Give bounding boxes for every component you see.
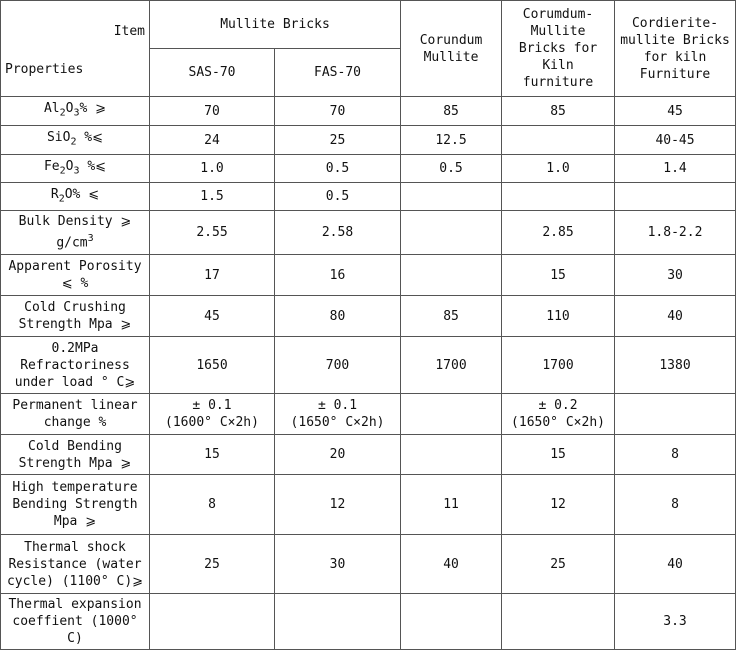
table-row (1, 183, 736, 211)
value-cell: 2.55 (150, 211, 275, 255)
value-cell: 1.8-2.2 (615, 211, 736, 255)
property-cell: Permanent linear change % (1, 394, 150, 435)
fas70-header: FAS-70 (275, 49, 401, 97)
corundum-mullite-kiln-header: Corumdum- Mullite Bricks for Kiln furniture (502, 1, 615, 97)
corner-header-cell (1, 1, 150, 97)
value-cell: 1.4 (615, 155, 736, 183)
value-cell: ± 0.2 (1650° C×2h) (502, 394, 615, 435)
table-row (1, 435, 736, 475)
value-cell: 40-45 (615, 126, 736, 155)
property-cell: Cold Bending Strength Mpa ⩾ (1, 435, 150, 475)
table-row (1, 535, 736, 594)
property-cell: 0.2MPa Refractoriness under load ° C⩾ (1, 337, 150, 394)
corundum-mullite-header: Corundum Mullite (401, 1, 502, 97)
value-cell: 0.5 (275, 155, 401, 183)
value-cell (502, 183, 615, 211)
value-cell: 8 (150, 475, 275, 535)
value-cell: 45 (615, 97, 736, 126)
value-cell: 15 (150, 435, 275, 475)
sas70-header: SAS-70 (150, 49, 275, 97)
property-cell: Cold Crushing Strength Mpa ⩾ (1, 296, 150, 337)
value-cell: 80 (275, 296, 401, 337)
table-row (1, 97, 736, 126)
value-cell: 1.5 (150, 183, 275, 211)
property-cell: Apparent Porosity ⩽ % (1, 255, 150, 296)
table-row (1, 126, 736, 155)
property-cell: $R_2O\%$ ⩽ (1, 183, 150, 211)
property-cell: Thermal expansion coeffient (1000° C) (1, 594, 150, 650)
property-cell: Thermal shock Resistance (water cycle) (1100° C)⩾ (1, 535, 150, 594)
table-row (1, 394, 736, 435)
cordierite-kiln-header: Cordierite- mullite Bricks for kiln Furniture (615, 1, 736, 97)
value-cell: 40 (615, 296, 736, 337)
property-cell: High temperature Bending Strength Mpa ⩾ (1, 475, 150, 535)
property-cell: $Al_2O_3\%$ ⩾ (1, 97, 150, 126)
value-cell: 1650 (150, 337, 275, 394)
table-row (1, 594, 736, 650)
value-cell: 1380 (615, 337, 736, 394)
value-cell: ± 0.1 (1650° C×2h) (275, 394, 401, 435)
property-cell: Bulk Density ⩾ $g/cm^3$ (1, 211, 150, 255)
value-cell: 30 (275, 535, 401, 594)
table-row (1, 211, 736, 255)
value-cell: 16 (275, 255, 401, 296)
value-cell (401, 435, 502, 475)
value-cell (615, 183, 736, 211)
value-cell: 85 (401, 296, 502, 337)
value-cell: 40 (401, 535, 502, 594)
value-cell: 20 (275, 435, 401, 475)
value-cell: 15 (502, 435, 615, 475)
value-cell: 40 (615, 535, 736, 594)
value-cell: ± 0.1 (1600° C×2h) (150, 394, 275, 435)
header-row-1 (1, 1, 736, 49)
value-cell: 15 (502, 255, 615, 296)
value-cell: 25 (275, 126, 401, 155)
value-cell (401, 394, 502, 435)
value-cell: 700 (275, 337, 401, 394)
table-row (1, 155, 736, 183)
property-cell: SiO$_2$ %⩽ (1, 126, 150, 155)
value-cell: 110 (502, 296, 615, 337)
value-cell: 17 (150, 255, 275, 296)
value-cell (615, 394, 736, 435)
table-row (1, 337, 736, 394)
value-cell: 1.0 (150, 155, 275, 183)
value-cell (401, 594, 502, 650)
value-cell: 8 (615, 435, 736, 475)
value-cell: 85 (502, 97, 615, 126)
value-cell (401, 211, 502, 255)
value-cell: 1700 (502, 337, 615, 394)
value-cell (502, 594, 615, 650)
table-row (1, 255, 736, 296)
value-cell: 85 (401, 97, 502, 126)
value-cell: 25 (502, 535, 615, 594)
value-cell: 12.5 (401, 126, 502, 155)
value-cell: 12 (502, 475, 615, 535)
value-cell: 1700 (401, 337, 502, 394)
value-cell: 24 (150, 126, 275, 155)
value-cell: 30 (615, 255, 736, 296)
value-cell: 0.5 (401, 155, 502, 183)
value-cell (401, 183, 502, 211)
item-label: Item (113, 24, 145, 39)
value-cell: 70 (150, 97, 275, 126)
table-row (1, 296, 736, 337)
value-cell: 25 (150, 535, 275, 594)
value-cell: 45 (150, 296, 275, 337)
value-cell: 1.0 (502, 155, 615, 183)
mullite-bricks-header: Mullite Bricks (150, 1, 401, 49)
value-cell: 8 (615, 475, 736, 535)
value-cell: 3.3 (615, 594, 736, 650)
value-cell (502, 126, 615, 155)
properties-label: Properties (5, 62, 84, 77)
value-cell (150, 594, 275, 650)
value-cell: 2.58 (275, 211, 401, 255)
property-cell: $Fe_2O_3$ %⩽ (1, 155, 150, 183)
value-cell (401, 255, 502, 296)
table-row (1, 475, 736, 535)
value-cell: 11 (401, 475, 502, 535)
value-cell: 2.85 (502, 211, 615, 255)
value-cell: 70 (275, 97, 401, 126)
value-cell (275, 594, 401, 650)
value-cell: 0.5 (275, 183, 401, 211)
value-cell: 12 (275, 475, 401, 535)
